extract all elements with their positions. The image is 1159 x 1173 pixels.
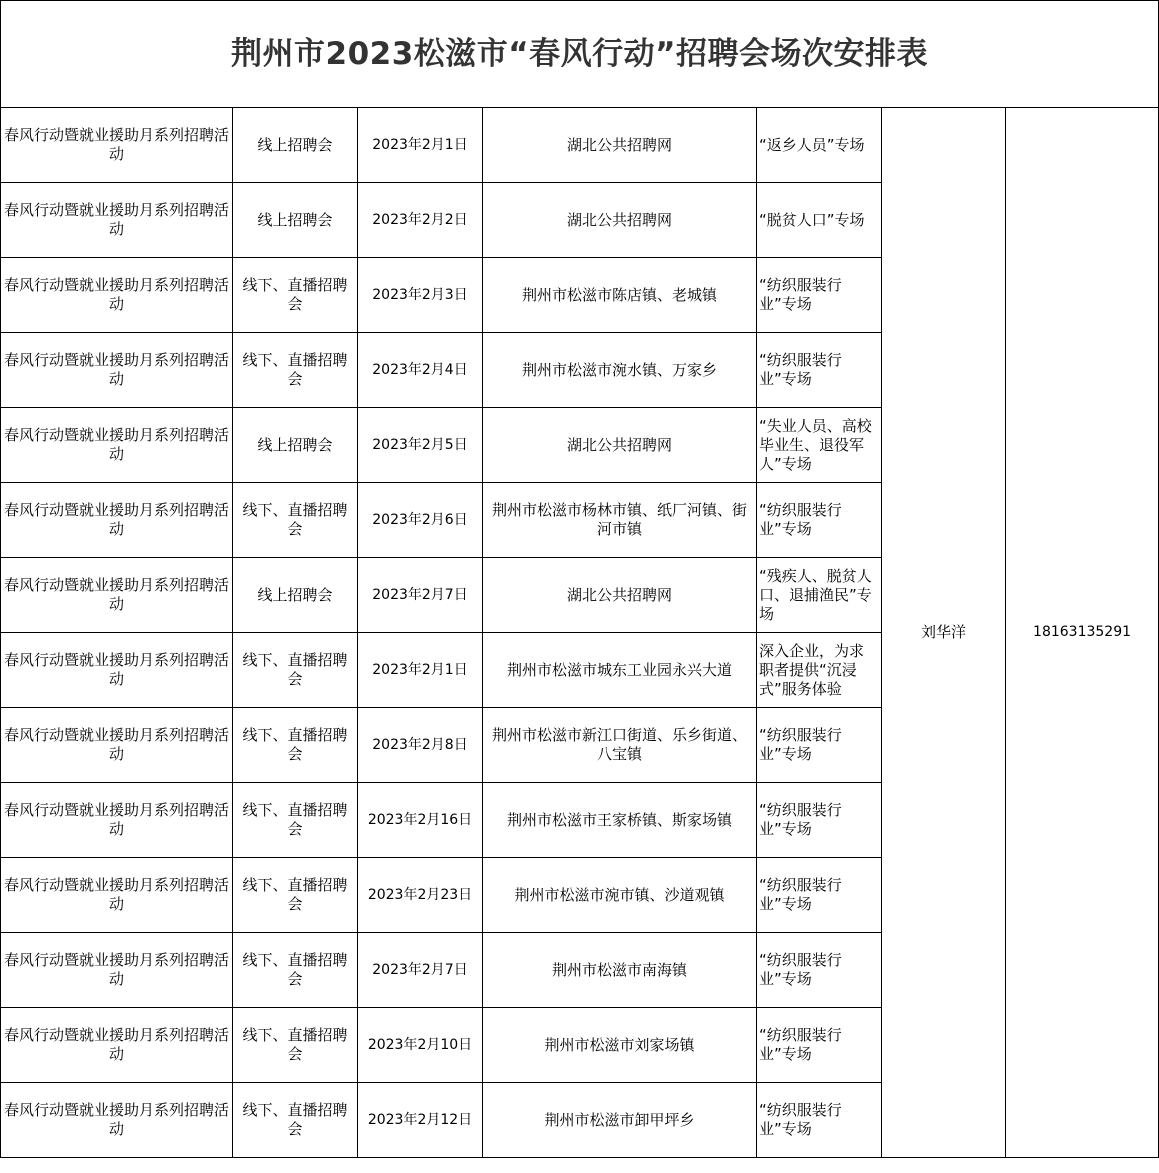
table-row xyxy=(1,108,1159,183)
event-type-cell: 线下、直播招聘会 xyxy=(233,783,358,858)
event-name-cell: 春风行动暨就业援助月系列招聘活动 xyxy=(1,1083,233,1158)
event-name-cell: 春风行动暨就业援助月系列招聘活动 xyxy=(1,558,233,633)
event-type-cell: 线上招聘会 xyxy=(233,558,358,633)
event-name-cell: 春风行动暨就业援助月系列招聘活动 xyxy=(1,483,233,558)
event-location-cell: 湖北公共招聘网 xyxy=(483,183,757,258)
event-type-cell: 线上招聘会 xyxy=(233,108,358,183)
event-name-cell: 春风行动暨就业援助月系列招聘活动 xyxy=(1,633,233,708)
event-date-cell: 2023年2月1日 xyxy=(358,108,483,183)
event-type-cell: 线下、直播招聘会 xyxy=(233,708,358,783)
event-date-cell: 2023年2月2日 xyxy=(358,183,483,258)
event-date-cell: 2023年2月1日 xyxy=(358,633,483,708)
event-location-cell: 荆州市松滋市南海镇 xyxy=(483,933,757,1008)
event-location-cell: 湖北公共招聘网 xyxy=(483,408,757,483)
event-topic-cell: “纺织服装行业”专场 xyxy=(757,1083,882,1158)
event-location-cell: 荆州市松滋市城东工业园永兴大道 xyxy=(483,633,757,708)
event-topic-cell: “残疾人、脱贫人口、退捕渔民”专场 xyxy=(757,558,882,633)
event-topic-cell: “纺织服装行业”专场 xyxy=(757,483,882,558)
event-topic-cell: “纺织服装行业”专场 xyxy=(757,708,882,783)
event-type-cell: 线下、直播招聘会 xyxy=(233,933,358,1008)
event-name-cell: 春风行动暨就业援助月系列招聘活动 xyxy=(1,858,233,933)
event-topic-cell: “纺织服装行业”专场 xyxy=(757,333,882,408)
event-location-cell: 湖北公共招聘网 xyxy=(483,558,757,633)
event-topic-cell: “纺织服装行业”专场 xyxy=(757,858,882,933)
event-type-cell: 线下、直播招聘会 xyxy=(233,633,358,708)
event-date-cell: 2023年2月5日 xyxy=(358,408,483,483)
event-name-cell: 春风行动暨就业援助月系列招聘活动 xyxy=(1,708,233,783)
event-type-cell: 线下、直播招聘会 xyxy=(233,1008,358,1083)
event-name-cell: 春风行动暨就业援助月系列招聘活动 xyxy=(1,408,233,483)
event-date-cell: 2023年2月4日 xyxy=(358,333,483,408)
event-topic-cell: “脱贫人口”专场 xyxy=(757,183,882,258)
event-date-cell: 2023年2月23日 xyxy=(358,858,483,933)
event-type-cell: 线下、直播招聘会 xyxy=(233,333,358,408)
event-date-cell: 2023年2月7日 xyxy=(358,558,483,633)
event-date-cell: 2023年2月6日 xyxy=(358,483,483,558)
title-row xyxy=(1,1,1159,108)
event-type-cell: 线上招聘会 xyxy=(233,408,358,483)
event-type-cell: 线下、直播招聘会 xyxy=(233,483,358,558)
contact-phone-cell: 18163135291 xyxy=(1006,108,1159,1158)
event-date-cell: 2023年2月16日 xyxy=(358,783,483,858)
event-location-cell: 荆州市松滋市新江口街道、乐乡街道、八宝镇 xyxy=(483,708,757,783)
event-date-cell: 2023年2月7日 xyxy=(358,933,483,1008)
event-name-cell: 春风行动暨就业援助月系列招聘活动 xyxy=(1,933,233,1008)
event-type-cell: 线上招聘会 xyxy=(233,183,358,258)
event-location-cell: 荆州市松滋市刘家场镇 xyxy=(483,1008,757,1083)
event-type-cell: 线下、直播招聘会 xyxy=(233,258,358,333)
event-date-cell: 2023年2月3日 xyxy=(358,258,483,333)
contact-person-cell: 刘华洋 xyxy=(882,108,1006,1158)
event-location-cell: 荆州市松滋市涴水镇、万家乡 xyxy=(483,333,757,408)
event-topic-cell: “纺织服装行业”专场 xyxy=(757,1008,882,1083)
event-topic-cell: “纺织服装行业”专场 xyxy=(757,933,882,1008)
event-type-cell: 线下、直播招聘会 xyxy=(233,858,358,933)
event-topic-cell: 深入企业，为求职者提供“沉浸式”服务体验 xyxy=(757,633,882,708)
event-topic-cell: “返乡人员”专场 xyxy=(757,108,882,183)
event-location-cell: 湖北公共招聘网 xyxy=(483,108,757,183)
event-name-cell: 春风行动暨就业援助月系列招聘活动 xyxy=(1,183,233,258)
event-name-cell: 春风行动暨就业援助月系列招聘活动 xyxy=(1,783,233,858)
event-name-cell: 春风行动暨就业援助月系列招聘活动 xyxy=(1,1008,233,1083)
event-location-cell: 荆州市松滋市卸甲坪乡 xyxy=(483,1083,757,1158)
event-date-cell: 2023年2月8日 xyxy=(358,708,483,783)
event-name-cell: 春风行动暨就业援助月系列招聘活动 xyxy=(1,333,233,408)
event-location-cell: 荆州市松滋市王家桥镇、斯家场镇 xyxy=(483,783,757,858)
event-name-cell: 春风行动暨就业援助月系列招聘活动 xyxy=(1,108,233,183)
page-title: 荆州市2023松滋市“春风行动”招聘会场次安排表 xyxy=(1,1,1159,108)
event-name-cell: 春风行动暨就业援助月系列招聘活动 xyxy=(1,258,233,333)
event-location-cell: 荆州市松滋市陈店镇、老城镇 xyxy=(483,258,757,333)
event-location-cell: 荆州市松滋市涴市镇、沙道观镇 xyxy=(483,858,757,933)
event-topic-cell: “失业人员、高校毕业生、退役军人”专场 xyxy=(757,408,882,483)
event-topic-cell: “纺织服装行业”专场 xyxy=(757,783,882,858)
event-location-cell: 荆州市松滋市杨林市镇、纸厂河镇、街河市镇 xyxy=(483,483,757,558)
event-topic-cell: “纺织服装行业”专场 xyxy=(757,258,882,333)
event-type-cell: 线下、直播招聘会 xyxy=(233,1083,358,1158)
event-date-cell: 2023年2月12日 xyxy=(358,1083,483,1158)
event-date-cell: 2023年2月10日 xyxy=(358,1008,483,1083)
